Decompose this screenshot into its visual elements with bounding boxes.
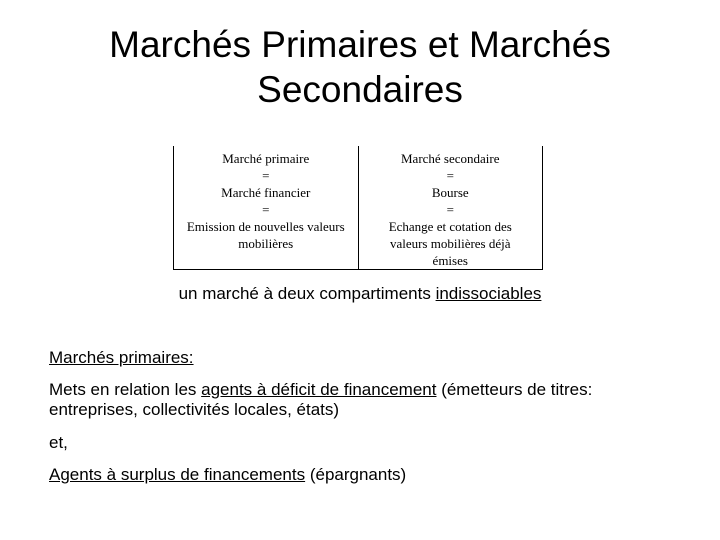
primary-markets-heading bbox=[49, 348, 689, 368]
secondary-market-line: = bbox=[446, 202, 454, 217]
statement-prefix: un marché à deux compartiments bbox=[178, 284, 436, 303]
slide-title-line-1: Marchés Primaires et Marchés bbox=[109, 24, 611, 65]
heading-text: Marchés primaires: bbox=[49, 348, 194, 367]
secondary-market-line: émises bbox=[432, 253, 468, 268]
primary-market-line: mobilières bbox=[238, 236, 294, 251]
secondary-market-line: = bbox=[446, 168, 454, 183]
conjunction-text: et, bbox=[49, 433, 68, 452]
surplus-agents-line bbox=[49, 465, 689, 485]
primary-market-column bbox=[174, 146, 359, 269]
deficit-agents: agents à déficit de financement bbox=[201, 380, 437, 399]
two-compartments-statement bbox=[0, 284, 720, 304]
slide-title-line-2: Secondaires bbox=[257, 69, 463, 110]
line1-suffix: (émetteurs de titres: bbox=[436, 380, 593, 399]
slide-title bbox=[40, 22, 680, 112]
secondary-market-line: Bourse bbox=[431, 185, 469, 200]
primary-market-line: = bbox=[262, 202, 270, 217]
primary-market-line: Emission de nouvelles valeurs bbox=[186, 219, 345, 234]
description-line-2: entreprises, collectivités locales, états) bbox=[49, 400, 340, 419]
primary-market-line: = bbox=[262, 168, 270, 183]
primary-market-line: Marché financier bbox=[221, 185, 311, 200]
description-line-1 bbox=[49, 380, 689, 400]
primary-market-line: Marché primaire bbox=[222, 151, 310, 166]
secondary-market-line: Echange et cotation des bbox=[388, 219, 512, 234]
statement-underlined: indissociables bbox=[435, 284, 542, 303]
line3-suffix: (épargnants) bbox=[305, 465, 407, 484]
secondary-market-column bbox=[359, 146, 543, 269]
secondary-market-line: valeurs mobilières déjà bbox=[389, 236, 511, 251]
secondary-market-line: Marché secondaire bbox=[400, 151, 500, 166]
surplus-agents: Agents à surplus de financements bbox=[49, 465, 306, 484]
primary-markets-description bbox=[49, 380, 689, 420]
line1-prefix: Mets en relation les bbox=[49, 380, 202, 399]
market-comparison-table bbox=[173, 146, 543, 270]
